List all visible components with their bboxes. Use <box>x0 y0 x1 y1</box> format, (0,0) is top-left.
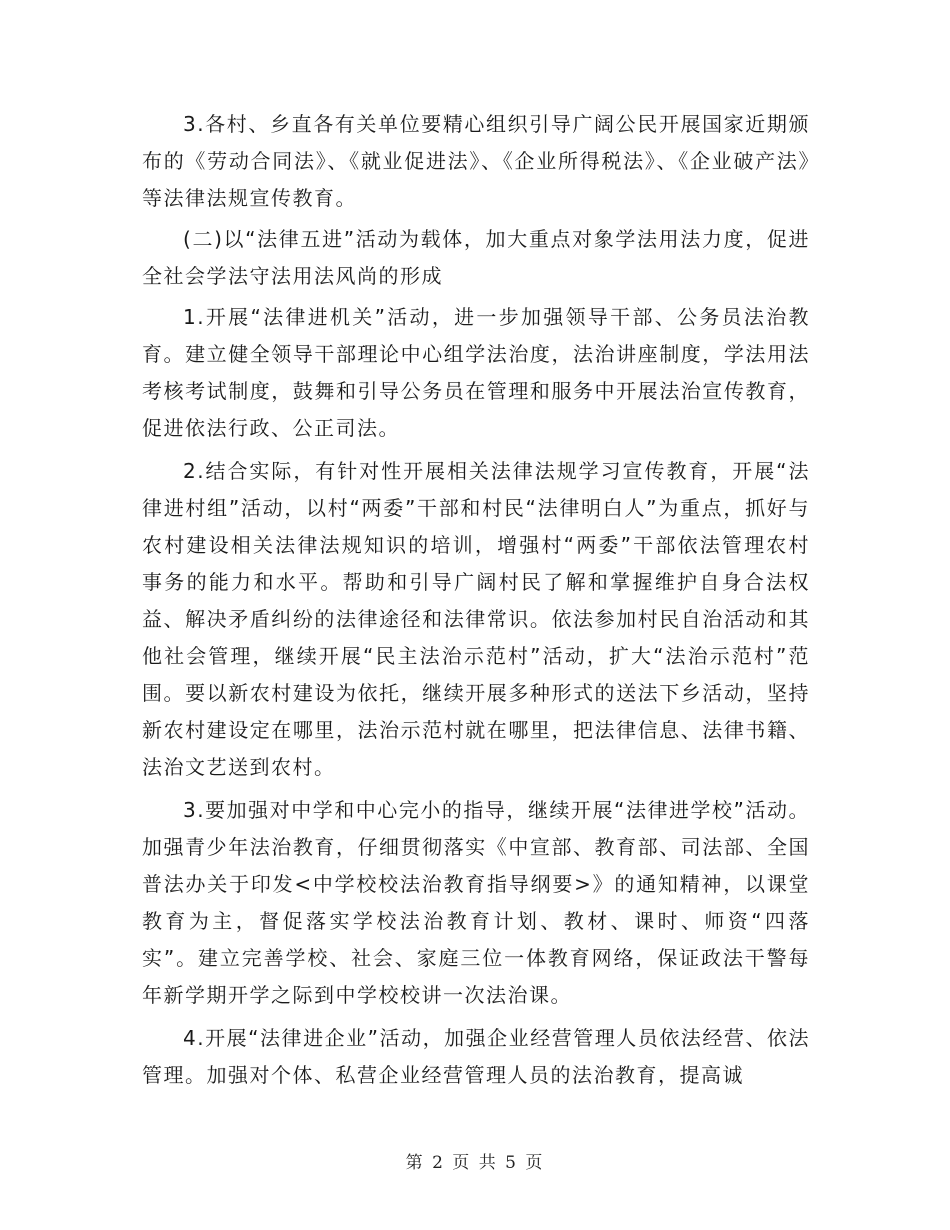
paragraph-1-law-into-agencies: 1.开展“法律进机关”活动，进一步加强领导干部、公务员法治教育。建立健全领导干部理论中心组学法治度，法治讲座制度，学法用法考核考试制度，鼓舞和引导公务员在管理和服务中开展法治宣传教育，促进依法行政、公正司法。 <box>142 305 810 440</box>
paragraph-3-labor-laws: 3.各村、乡直各有关单位要精心组织引导广阔公民开展国家近期颁布的《劳动合同法》、《就业促进法》、《企业所得税法》、《企业破产法》等法律法规宣传教育。 <box>142 112 810 210</box>
paragraph-section-2-heading: (二)以“法律五进”活动为载体，加大重点对象学法用法力度，促进全社会学法守法用法风尚的形成 <box>142 227 810 288</box>
document-body <box>142 106 810 1094</box>
page-number-footer: 第 2 页 共 5 页 <box>405 1153 545 1173</box>
paragraph-2-law-into-villages: 2.结合实际，有针对性开展相关法律法规学习宣传教育，开展“法律进村组”活动，以村“两委”干部和村民“法律明白人”为重点，抓好与农村建设相关法律法规知识的培训，增强村“两委”干部依法管理农村事务的能力和水平。帮助和引导广阔村民了解和掌握维护自身合法权益、解决矛盾纠纷的法律途径和法律常识。依法参加村民自治活动和其他社会管理，继续开展“民主法治示范村”活动，扩大“法治示范村”范围。要以新农村建设为依托，继续开展多种形式的送法下乡活动，坚持新农村建设定在哪里，法治示范村就在哪里，把法律信息、法律书籍、法治文艺送到农村。 <box>142 459 810 779</box>
paragraph-3-law-into-schools: 3.要加强对中学和中心完小的指导，继续开展“法律进学校”活动。加强青少年法治教育，仔细贯彻落实《中宣部、教育部、司法部、全国普法办关于印发<中学校校法治教育指导纲要>》的通知精神，以课堂教育为主，督促落实学校法治教育计划、教材、课时、师资“四落实”。建立完善学校、社会、家庭三位一体教育网络，保证政法干警每年新学期开学之际到中学校校讲一次法治课。 <box>142 798 810 1007</box>
paragraph-4-law-into-enterprises: 4.开展“法律进企业”活动，加强企业经营管理人员依法经营、依法管理。加强对个体、私营企业经营管理人员的法治教育，提高诚 <box>142 1026 810 1087</box>
